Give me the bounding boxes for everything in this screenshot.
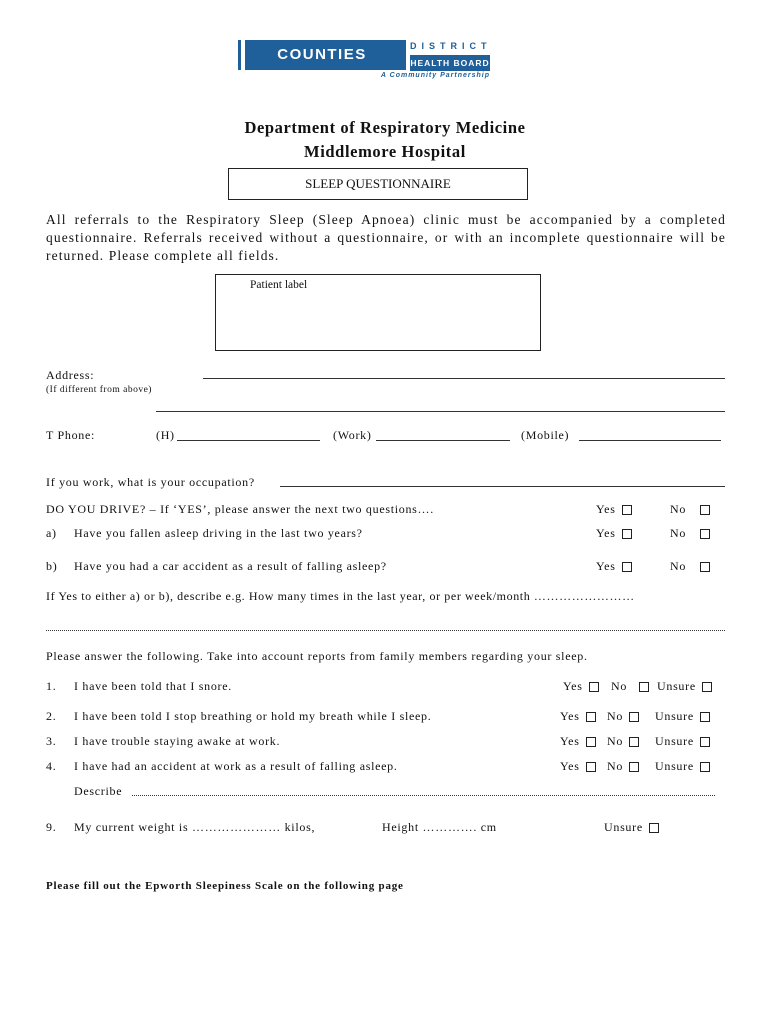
height-text: Height …………. cm — [382, 820, 497, 834]
phone-home-label: (H) — [156, 428, 175, 442]
question-4-yes: Yes — [560, 759, 596, 774]
question-3-yes: Yes — [560, 734, 596, 749]
weight-num: 9. — [46, 820, 57, 834]
department-title: Department of Respiratory Medicine — [244, 118, 526, 137]
question-4-num: 4. — [46, 759, 57, 773]
driving-yes-checkbox[interactable] — [622, 505, 632, 515]
weight-unsure-checkbox[interactable] — [649, 823, 659, 833]
question-2-unsure-checkbox[interactable] — [700, 712, 710, 722]
describe-label: Describe — [74, 784, 123, 798]
address-line-1[interactable] — [203, 378, 725, 379]
question-2-num: 2. — [46, 709, 57, 723]
question-a-text: Have you fallen asleep driving in the last two years? — [74, 526, 363, 540]
question-1-unsure-checkbox[interactable] — [702, 682, 712, 692]
patient-label-box[interactable] — [215, 274, 541, 351]
phone-mobile-label: (Mobile) — [521, 428, 570, 442]
driving-describe: If Yes to either a) or b), describe e.g. How many times in the last year, or per week/month …………………… — [46, 589, 635, 603]
question-1-no: No — [611, 679, 649, 694]
question-1-no-checkbox[interactable] — [639, 682, 649, 692]
question-1-yes: Yes — [563, 679, 599, 694]
phone-label: T Phone: — [46, 428, 96, 442]
phone-work-field[interactable] — [376, 440, 510, 441]
question-2-yes-checkbox[interactable] — [586, 712, 596, 722]
patient-label-caption: Patient label — [250, 279, 308, 291]
question-b-text: Have you had a car accident as a result of falling asleep? — [74, 559, 387, 573]
describe-field[interactable] — [132, 795, 715, 796]
question-2-unsure: Unsure — [655, 709, 710, 724]
footer-note: Please fill out the Epworth Sleepiness Scale on the following page — [46, 880, 404, 892]
question-a-label: a) — [46, 526, 57, 540]
question-b-yes-checkbox[interactable] — [622, 562, 632, 572]
question-1-unsure: Unsure — [657, 679, 712, 694]
question-1-num: 1. — [46, 679, 57, 693]
intro-text: All referrals to the Respiratory Sleep (Sleep Apnoea) clinic must be accompanied by a completed questionnaire. Referrals received without a questionnaire, or with an incomplete questionnaire will be returned. Please complete all fields. — [46, 212, 726, 263]
question-4-no-checkbox[interactable] — [629, 762, 639, 772]
question-b-no-checkbox[interactable] — [700, 562, 710, 572]
question-2-text: I have been told I stop breathing or hold my breath while I sleep. — [74, 709, 432, 723]
logo-bar — [241, 40, 245, 70]
driving-no: No — [670, 502, 710, 517]
driving-no-checkbox[interactable] — [700, 505, 710, 515]
weight-unsure: Unsure — [604, 820, 659, 835]
question-b-no: No — [670, 559, 710, 574]
question-2-no-checkbox[interactable] — [629, 712, 639, 722]
question-a-no: No — [670, 526, 710, 541]
question-1-yes-checkbox[interactable] — [589, 682, 599, 692]
question-4-unsure-checkbox[interactable] — [700, 762, 710, 772]
driving-question: DO YOU DRIVE? – If ‘YES’, please answer the next two questions…. — [46, 502, 434, 516]
question-4-yes-checkbox[interactable] — [586, 762, 596, 772]
driving-yes: Yes — [596, 502, 632, 517]
weight-text: My current weight is ………………… kilos, — [74, 820, 316, 834]
question-4-unsure: Unsure — [655, 759, 710, 774]
form-title: SLEEP QUESTIONNAIRE — [228, 168, 528, 200]
question-a-yes-checkbox[interactable] — [622, 529, 632, 539]
question-3-text: I have trouble staying awake at work. — [74, 734, 281, 748]
driving-describe-line[interactable] — [46, 630, 725, 631]
address-label: Address: — [46, 368, 95, 382]
logo — [238, 38, 492, 93]
address-note: (If different from above) — [46, 385, 152, 395]
question-b-yes: Yes — [596, 559, 632, 574]
occupation-label: If you work, what is your occupation? — [46, 475, 255, 489]
logo-tagline: A Community Partnership — [380, 72, 490, 79]
question-3-yes-checkbox[interactable] — [586, 737, 596, 747]
question-3-unsure-checkbox[interactable] — [700, 737, 710, 747]
logo-district-text: DISTRICT — [410, 41, 492, 51]
question-3-num: 3. — [46, 734, 57, 748]
question-2-no: No — [607, 709, 639, 724]
question-a-no-checkbox[interactable] — [700, 529, 710, 539]
logo-health-board-text: HEALTH BOARD — [410, 55, 490, 71]
question-4-no: No — [607, 759, 639, 774]
question-a-yes: Yes — [596, 526, 632, 541]
phone-mobile-field[interactable] — [579, 440, 721, 441]
question-4-text: I have had an accident at work as a result of falling asleep. — [74, 759, 398, 773]
phone-work-label: (Work) — [333, 428, 372, 442]
question-3-no-checkbox[interactable] — [629, 737, 639, 747]
question-1-text: I have been told that I snore. — [74, 679, 232, 693]
phone-home-field[interactable] — [177, 440, 320, 441]
hospital-title: Middlemore Hospital — [304, 142, 466, 161]
address-line-2[interactable] — [156, 411, 725, 412]
occupation-field[interactable] — [280, 486, 725, 487]
question-b-label: b) — [46, 559, 58, 573]
question-3-unsure: Unsure — [655, 734, 710, 749]
logo-main-text: COUNTIES MANUKAU — [238, 40, 406, 70]
question-2-yes: Yes — [560, 709, 596, 724]
question-3-no: No — [607, 734, 639, 749]
section-intro: Please answer the following. Take into account reports from family members regarding your sleep. — [46, 649, 588, 663]
